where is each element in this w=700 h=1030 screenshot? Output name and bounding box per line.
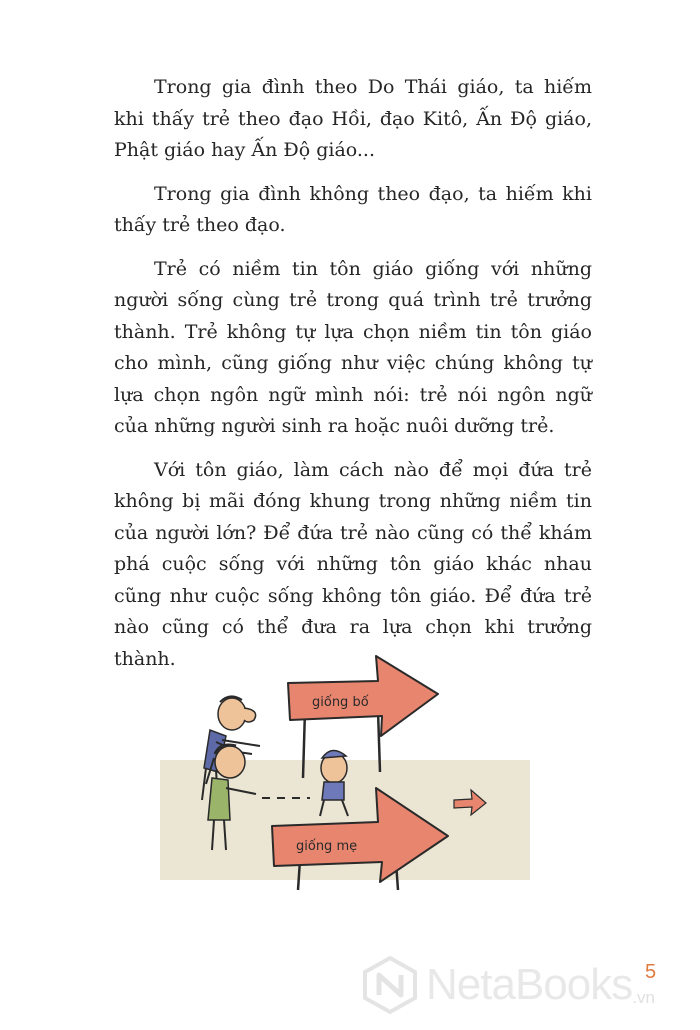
illustration-drawing [160, 650, 530, 900]
paragraph-3: Trẻ có niềm tin tôn giáo giống với những người sống cùng trẻ trong quá trình trẻ trưởng thành. Trẻ không tự lựa chọn niềm tin tôn giáo cho mình, cũng giống như việc chúng không tự lựa chọn ngôn ngữ mình nói: trẻ nói ngôn ngữ của những người sinh ra hoặc nuôi dưỡng trẻ. [114, 257, 592, 437]
body-text [114, 72, 592, 687]
watermark-brand: NetaBooks [426, 960, 633, 1009]
bottom-sign-label: giống mẹ [296, 839, 358, 854]
illustration [160, 650, 530, 900]
watermark [360, 950, 690, 1020]
netabooks-logo-icon [360, 955, 420, 1015]
watermark-suffix: .vn [632, 988, 655, 1007]
page-number: 5 [645, 961, 657, 983]
paragraph-2: Trong gia đình không theo đạo, ta hiếm khi thấy trẻ theo đạo. [114, 182, 592, 236]
top-sign-label: giống bố [312, 695, 369, 710]
paragraph-4: Với tôn giáo, làm cách nào để mọi đứa trẻ không bị mãi đóng khung trong những niềm tin của người lớn? Để đứa trẻ nào cũng có thể khám phá cuộc sống với những tôn giáo khác nhau cũng như cuộc sống không tôn giáo. Để đứa trẻ nào cũng có thể đưa ra lựa chọn khi trưởng thành. [114, 458, 592, 670]
paragraph-1: Trong gia đình theo Do Thái giáo, ta hiếm khi thấy trẻ theo đạo Hồi, đạo Kitô, Ấn Độ giáo, Phật giáo hay Ấn Độ giáo... [114, 76, 592, 161]
